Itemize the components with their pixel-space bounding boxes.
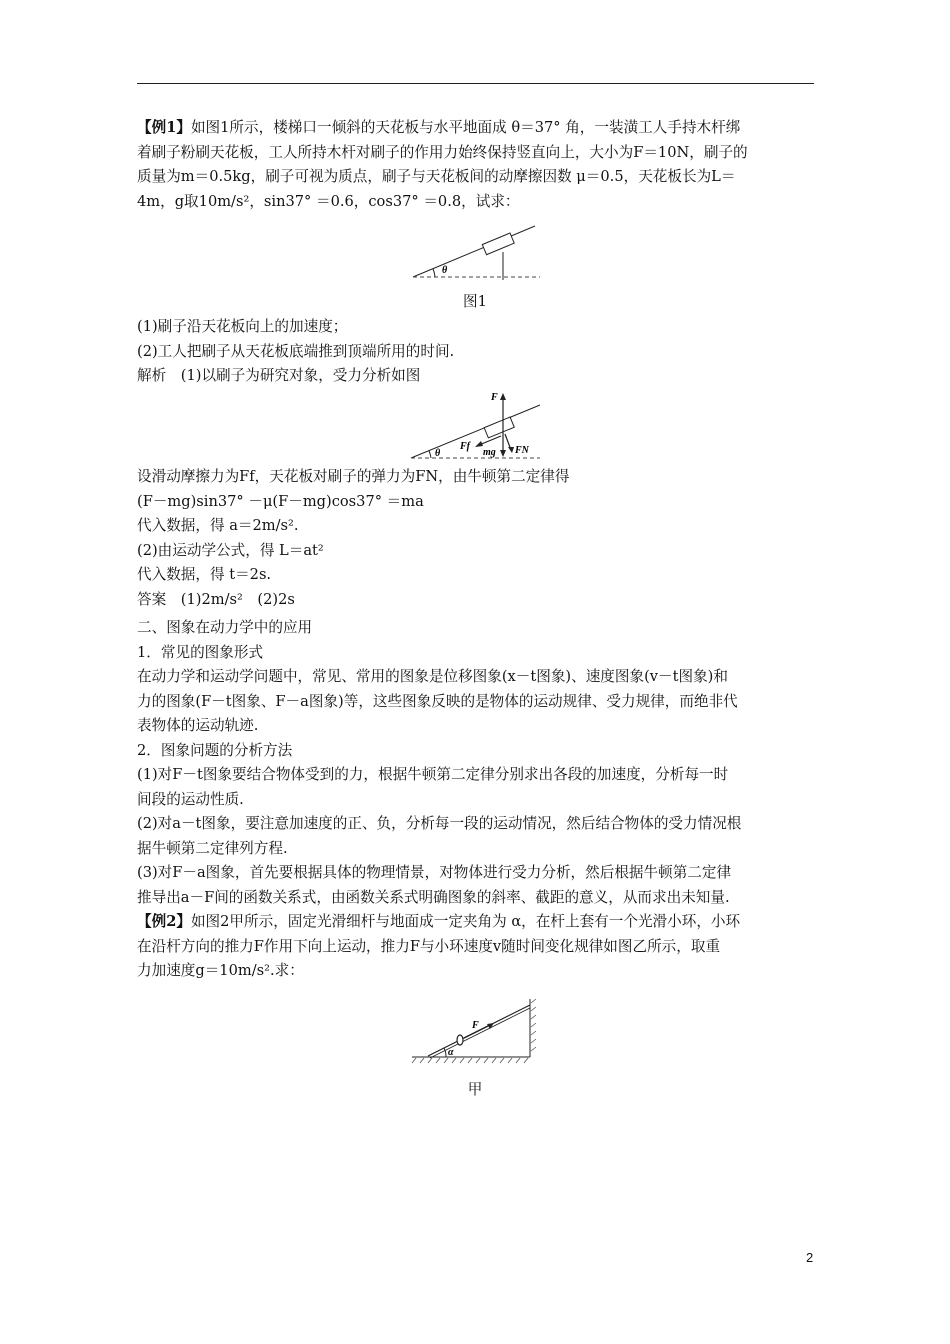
solution-line-1: 设滑动摩擦力为Ff，天花板对刷子的弹力为FN，由牛顿第二定律得 <box>137 468 570 485</box>
solution-line-2: (F－mg)sin37° －μ(F－mg)cos37° ＝ma <box>137 492 424 510</box>
sub1-line-1: 在动力学和运动学问题中，常见、常用的图象是位移图象(x－t图象)、速度图象(v－t图象)和 <box>137 668 728 685</box>
force-mg-label: mg <box>483 447 496 458</box>
example2-line-1: 【例2】如图2甲所示，固定光滑细杆与地面成一定夹角为 α，在杆上套有一个光滑小环，小环 <box>137 913 741 930</box>
sub2-line-4: 据牛顿第二定律列方程. <box>137 839 288 857</box>
force-Ff-label: Ff <box>460 441 470 452</box>
figure2-F-label: F <box>472 1020 479 1031</box>
example1-tag: 【例1】 <box>137 119 191 136</box>
example1-questions <box>137 315 817 389</box>
force-theta-label: θ <box>435 448 441 459</box>
figure1-diagram <box>405 222 545 284</box>
figure2-caption: 甲 <box>467 1081 483 1098</box>
force-FN-label: FN <box>515 445 529 456</box>
figure2-diagram <box>408 995 538 1075</box>
example2-line-2: 在沿杆方向的推力F作用下向上运动，推力F与小环速度v随时间变化规律如图乙所示，取重 <box>137 937 721 955</box>
question-2: (2)工人把刷子从天花板底端推到顶端所用的时间. <box>137 342 455 360</box>
example2-text <box>137 910 817 984</box>
section2 <box>137 616 817 910</box>
force-diagram <box>405 390 545 462</box>
question-1: (1)刷子沿天花板向上的加速度； <box>137 318 348 335</box>
example1-solution <box>137 465 817 612</box>
example2-line-3: 力加速度g＝10m/s².求： <box>137 962 304 979</box>
example1-line-4: 4m，g取10m/s²，sin37° ＝0.6，cos37° ＝0.8，试求： <box>137 192 520 210</box>
sub2-line-2: 间段的运动性质. <box>137 790 244 808</box>
section2-title: 二、图象在动力学中的应用 <box>137 619 313 636</box>
sub2-line-1: (1)对F－t图象要结合物体受到的力，根据牛顿第二定律分别求出各段的加速度，分析每一时 <box>137 766 729 783</box>
figure1-theta-label: θ <box>442 265 448 276</box>
solution-line-4: (2)由运动学公式，得 L＝at² <box>137 541 324 559</box>
sub2-line-6: 推导出a－F间的函数关系式，由函数关系式明确图象的斜率、截距的意义，从而求出未知量. <box>137 888 730 906</box>
figure1-caption: 图1 <box>463 293 487 310</box>
solution-line-3: 代入数据，得 a＝2m/s². <box>137 517 299 534</box>
sub1-line-2: 力的图象(F－t图象、F－a图象)等，这些图象反映的是物体的运动规律、受力规律，而绝非代 <box>137 692 738 710</box>
analysis-head: 解析 (1)以刷子为研究对象，受力分析如图 <box>137 367 421 384</box>
example2-tag: 【例2】 <box>137 913 191 930</box>
header-rule <box>137 83 814 84</box>
sub2-line-5: (3)对F－a图象，首先要根据具体的物理情景，对物体进行受力分析，然后根据牛顿第二定律 <box>137 864 732 881</box>
figure2-alpha-label: α <box>448 1047 454 1058</box>
example1-line-3: 质量为m＝0.5kg，刷子可视为质点，刷子与天花板间的动摩擦因数 μ＝0.5，天花板长为L＝ <box>137 168 736 185</box>
section2-sub2: 2．图象问题的分析方法 <box>137 741 293 759</box>
example1-line-2: 着刷子粉刷天花板，工人所持木杆对刷子的作用力始终保持竖直向上，大小为F＝10N，刷子的 <box>137 143 748 161</box>
section2-sub1: 1．常见的图象形式 <box>137 643 264 661</box>
force-F-label: F <box>491 392 498 403</box>
page-number: 2 <box>806 1250 814 1265</box>
example1-text <box>137 116 817 214</box>
sub1-line-3: 表物体的运动轨迹. <box>137 717 259 734</box>
solution-line-5: 代入数据，得 t＝2s. <box>137 566 272 583</box>
sub2-line-3: (2)对a－t图象，要注意加速度的正、负，分析每一段的运动情况，然后结合物体的受力情况根 <box>137 815 742 832</box>
answer-line: 答案 (1)2m/s² (2)2s <box>137 590 295 608</box>
example1-line-1: 【例1】如图1所示，楼梯口一倾斜的天花板与水平地面成 θ＝37° 角，一装潢工人手持木杆绑 <box>137 119 741 136</box>
